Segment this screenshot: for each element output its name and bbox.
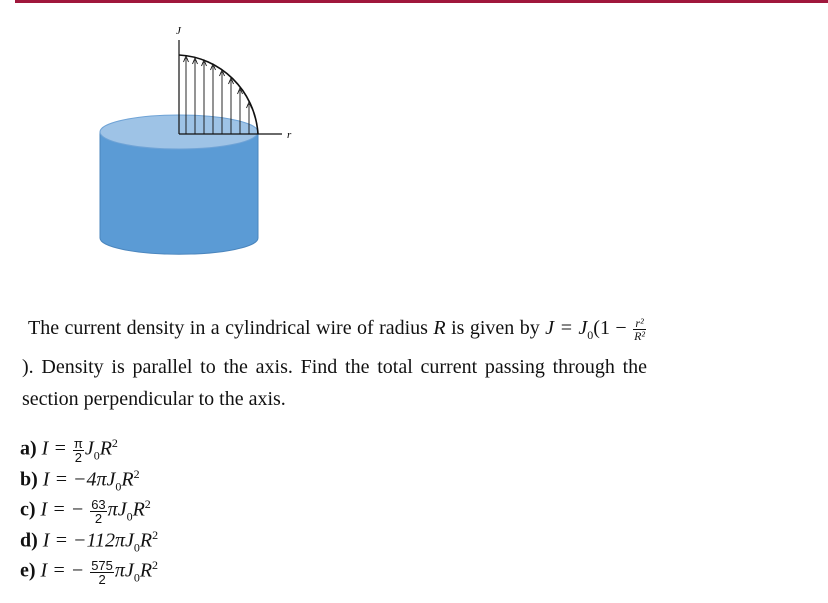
r-axis-label: r bbox=[287, 129, 292, 141]
option-label: b) bbox=[20, 468, 38, 491]
option-var: πJ bbox=[114, 559, 134, 582]
eq-close: ). bbox=[22, 356, 34, 378]
option-frac-num: 63 bbox=[91, 496, 106, 512]
option-pre: I = bbox=[41, 437, 67, 460]
option-label: c) bbox=[20, 498, 36, 521]
problem-text-3: Density is parallel to the axis. Find the total current passing through the section perpendicular to the axis. bbox=[22, 356, 648, 410]
option-var: J bbox=[124, 529, 134, 552]
option-pre: I = − bbox=[40, 559, 85, 582]
option-sup: 2 bbox=[152, 527, 159, 542]
option-sup: 2 bbox=[133, 466, 140, 481]
option-sup: 2 bbox=[111, 436, 118, 450]
option-sup: 2 bbox=[144, 497, 151, 511]
eq-frac-den: R² bbox=[634, 328, 646, 343]
eq-open: (1 − bbox=[593, 317, 627, 339]
option-frac-den: 2 bbox=[94, 510, 103, 526]
option-d[interactable] bbox=[20, 520, 159, 555]
eq-j0: J bbox=[578, 317, 588, 339]
option-a[interactable] bbox=[20, 428, 158, 465]
cylinder-body bbox=[100, 132, 258, 254]
option-sub: 0 bbox=[133, 540, 140, 555]
option-label: d) bbox=[20, 529, 38, 552]
option-sup: 2 bbox=[152, 558, 159, 572]
option-frac-num: π bbox=[73, 435, 83, 451]
option-label: e) bbox=[20, 559, 36, 582]
option-tail: R bbox=[132, 498, 145, 521]
option-var: J bbox=[84, 437, 94, 460]
option-tail: R bbox=[99, 437, 112, 460]
cylinder-current-figure bbox=[90, 20, 310, 260]
option-sub: 0 bbox=[126, 509, 133, 524]
eq-frac-num: r² bbox=[633, 317, 646, 330]
option-c[interactable] bbox=[20, 489, 158, 526]
option-var: πJ bbox=[107, 498, 127, 521]
var-r: R bbox=[433, 317, 446, 339]
eq-lhs: J = bbox=[545, 317, 573, 339]
problem-text-2: is given by bbox=[451, 317, 540, 339]
option-pre: I = −112π bbox=[42, 529, 125, 552]
j-axis-label: J bbox=[176, 25, 181, 37]
problem-text-1: The current density in a cylindrical wire of radius bbox=[28, 317, 428, 339]
option-sub: 0 bbox=[93, 448, 100, 463]
option-frac-den: 2 bbox=[98, 571, 106, 587]
option-label: a) bbox=[20, 437, 37, 460]
option-sub: 0 bbox=[133, 570, 140, 585]
top-rule bbox=[15, 0, 828, 3]
option-var: J bbox=[106, 468, 116, 491]
option-e[interactable] bbox=[20, 550, 159, 587]
option-frac-num: 575 bbox=[91, 557, 113, 573]
answer-options bbox=[20, 428, 159, 587]
option-b[interactable] bbox=[20, 459, 158, 494]
option-tail: R bbox=[121, 468, 134, 491]
option-pre: I = − bbox=[40, 498, 85, 521]
option-frac-den: 2 bbox=[74, 449, 82, 465]
option-tail: R bbox=[139, 559, 153, 582]
option-pre: I = −4π bbox=[42, 468, 107, 491]
option-tail: R bbox=[139, 529, 153, 552]
eq-j0-sub: 0 bbox=[587, 328, 594, 342]
option-sub: 0 bbox=[115, 479, 122, 494]
problem-statement bbox=[22, 312, 647, 415]
eq-fraction bbox=[633, 317, 646, 342]
option-frac bbox=[90, 559, 114, 586]
